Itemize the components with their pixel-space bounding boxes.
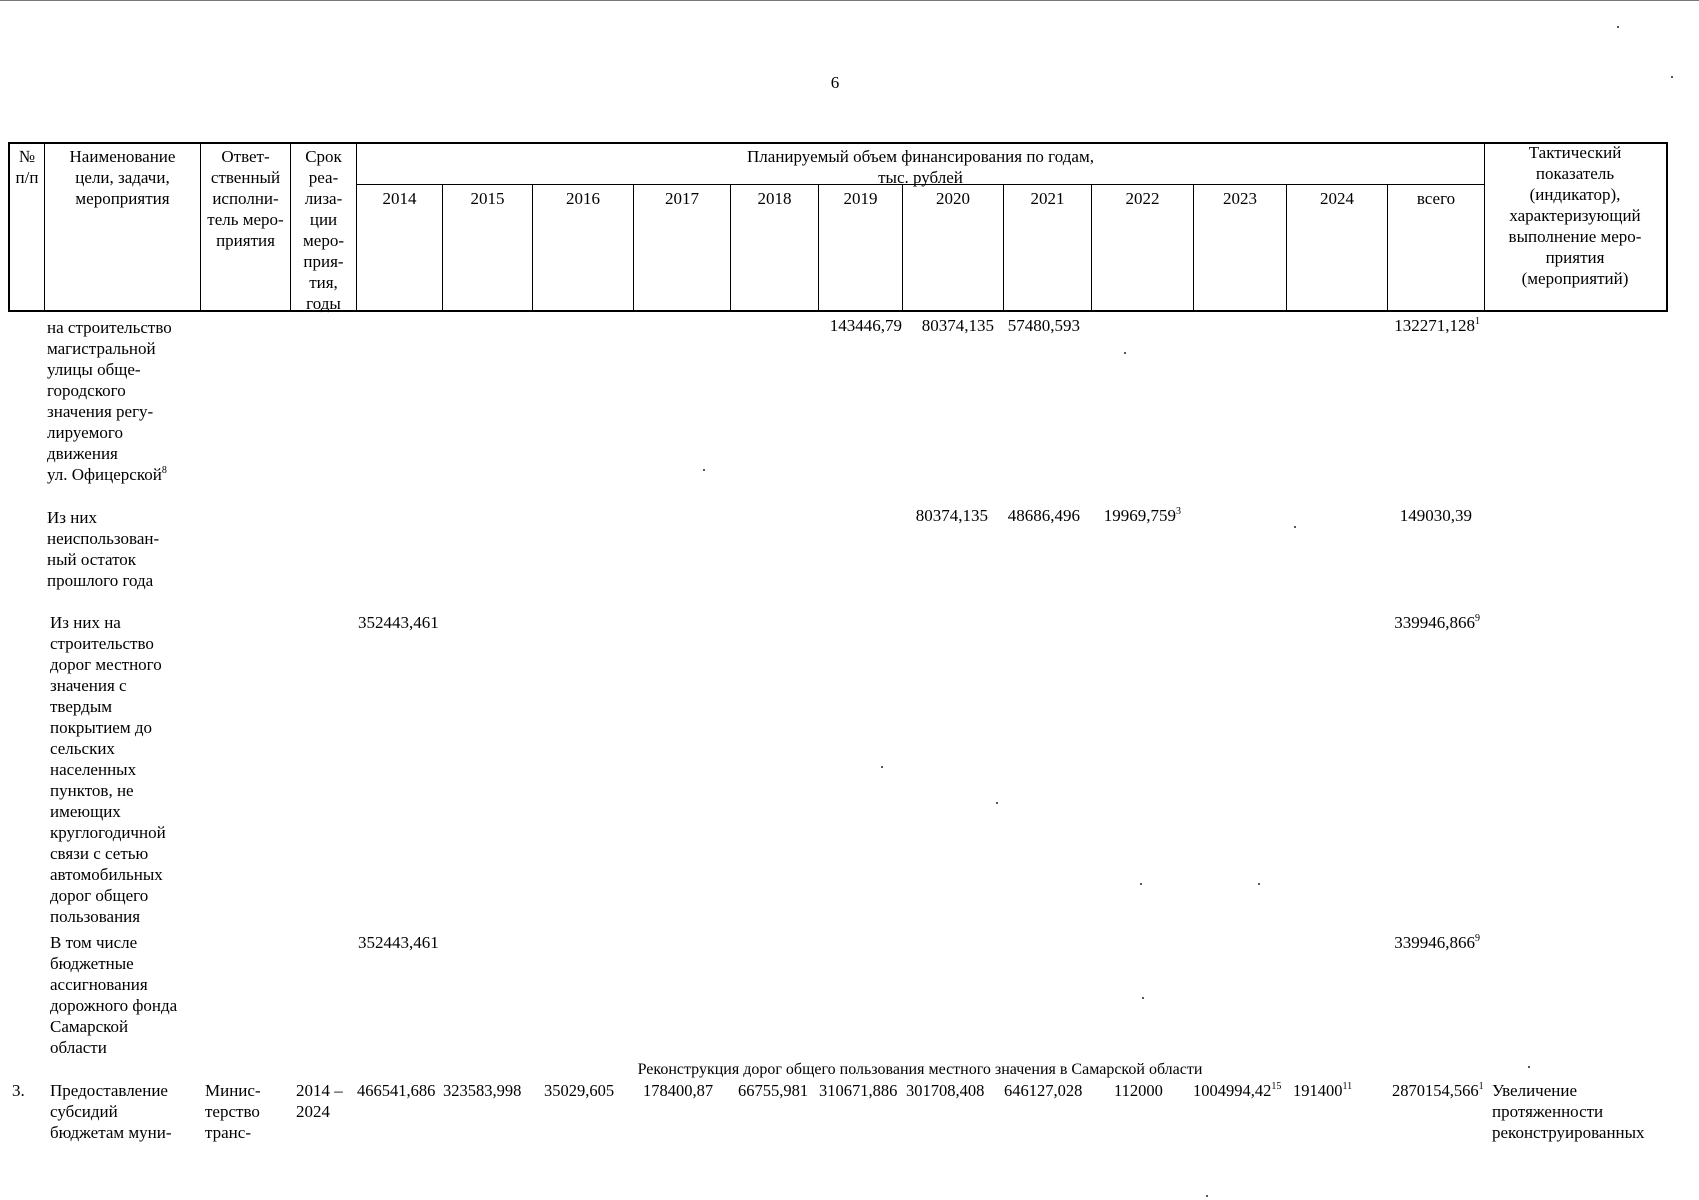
scan-speck [1528, 1066, 1530, 1068]
scan-speck [1294, 526, 1296, 528]
cell-total: 149030,39 [1399, 506, 1472, 525]
cell-2016: 35029,605 [544, 1081, 615, 1100]
page-number: 6 [830, 73, 840, 92]
scan-speck [1206, 1195, 1208, 1197]
cell-2022: 112000 [1114, 1081, 1163, 1100]
cell-total: 132271,128$^1$ [1394, 316, 1480, 335]
header-term: Срок реа- лиза- ции меро- прия- тия, годы [303, 147, 344, 313]
header-indicator: Тактический показатель (индикатор), характеризующий выполнение меро- приятия (мероприятий) [1508, 143, 1642, 288]
row-name: Из них на строительство дорог местного значения с твердым покрытием до сельских населенных пунктов, не имеющих круглогодичной связи с сетью автомобильных дорог общего пользования [50, 613, 166, 926]
cell-2023: 1004994,42$^{15}$ [1193, 1081, 1282, 1100]
scan-speck [1617, 26, 1619, 28]
header-financing-title: Планируемый объем финансирования по годам, тыс. рублей [747, 147, 1094, 187]
cell-2021: 48686,496 [1007, 506, 1080, 525]
cell-2020: 301708,408 [906, 1081, 985, 1100]
cell-total: 2870154,566$^1$ [1392, 1081, 1484, 1100]
cell-2020: 80374,135 [915, 506, 988, 525]
header-year: 2020 [936, 189, 970, 208]
header-year: 2023 [1223, 189, 1257, 208]
row-name: Из них неиспользован- ный остаток прошлого года [47, 508, 160, 590]
cell-2017: 178400,87 [643, 1081, 714, 1100]
row-term: 2014 – 2024 [296, 1081, 343, 1121]
header-year: 2024 [1320, 189, 1354, 208]
cell-2014: 466541,686 [357, 1081, 436, 1100]
row-name: на строительство магистральной улицы обще- городского значения регу- лируемого движения ул. Офицерской$^8$ [47, 318, 172, 484]
header-year: 2021 [1030, 189, 1065, 208]
row-number: 3. [12, 1081, 25, 1100]
cell-total: 339946,866$^9$ [1394, 613, 1480, 632]
header-total: всего [1416, 189, 1456, 208]
header-year: 2022 [1125, 189, 1160, 208]
cell-2019: 310671,886 [819, 1081, 898, 1100]
row-name: В том числе бюджетные ассигнования дорожного фонда Самарской области [50, 933, 178, 1057]
cell-2021: 57480,593 [1007, 316, 1080, 335]
cell-2024: 191400$^{11}$ [1293, 1081, 1353, 1100]
row-indicator: Увеличение протяженности реконструированных [1492, 1081, 1645, 1142]
cell-2015: 323583,998 [443, 1081, 522, 1100]
scan-speck [1124, 352, 1126, 354]
scan-speck [1258, 883, 1260, 885]
cell-total: 339946,866$^9$ [1394, 933, 1480, 952]
header-year: 2016 [566, 189, 600, 208]
scan-speck [703, 469, 705, 471]
scan-speck [1142, 997, 1144, 999]
header-year: 2014 [382, 189, 417, 208]
cell-2014: 352443,461 [358, 613, 439, 632]
section-title: Реконструкция дорог общего пользования местного значения в Самарской области [637, 1061, 1203, 1078]
header-year: 2015 [470, 189, 505, 208]
header-year: 2019 [843, 189, 878, 208]
header-responsible: Ответ- ственный исполни- тель меро- приятия [207, 147, 284, 250]
page-top-border [0, 0, 1699, 1]
cell-2018: 66755,981 [738, 1081, 809, 1100]
cell-2014: 352443,461 [358, 933, 439, 952]
header-year: 2017 [665, 189, 699, 208]
scan-speck [881, 766, 883, 768]
cell-2021: 646127,028 [1004, 1081, 1083, 1100]
row-name: Предоставление субсидий бюджетам муни- [50, 1081, 172, 1142]
header-name: Наименование цели, задачи, мероприятия [69, 147, 176, 208]
header-year: 2018 [757, 189, 792, 208]
scan-speck [1140, 883, 1142, 885]
row-responsible: Минис- терство транс- [205, 1081, 261, 1142]
cell-2022: 19969,759$^3$ [1103, 506, 1181, 525]
scan-speck [1671, 76, 1673, 78]
header-number: № п/п [15, 147, 39, 187]
scan-speck [996, 802, 998, 804]
cell-2020: 80374,135 [921, 316, 994, 335]
cell-2019: 143446,79 [829, 316, 902, 335]
